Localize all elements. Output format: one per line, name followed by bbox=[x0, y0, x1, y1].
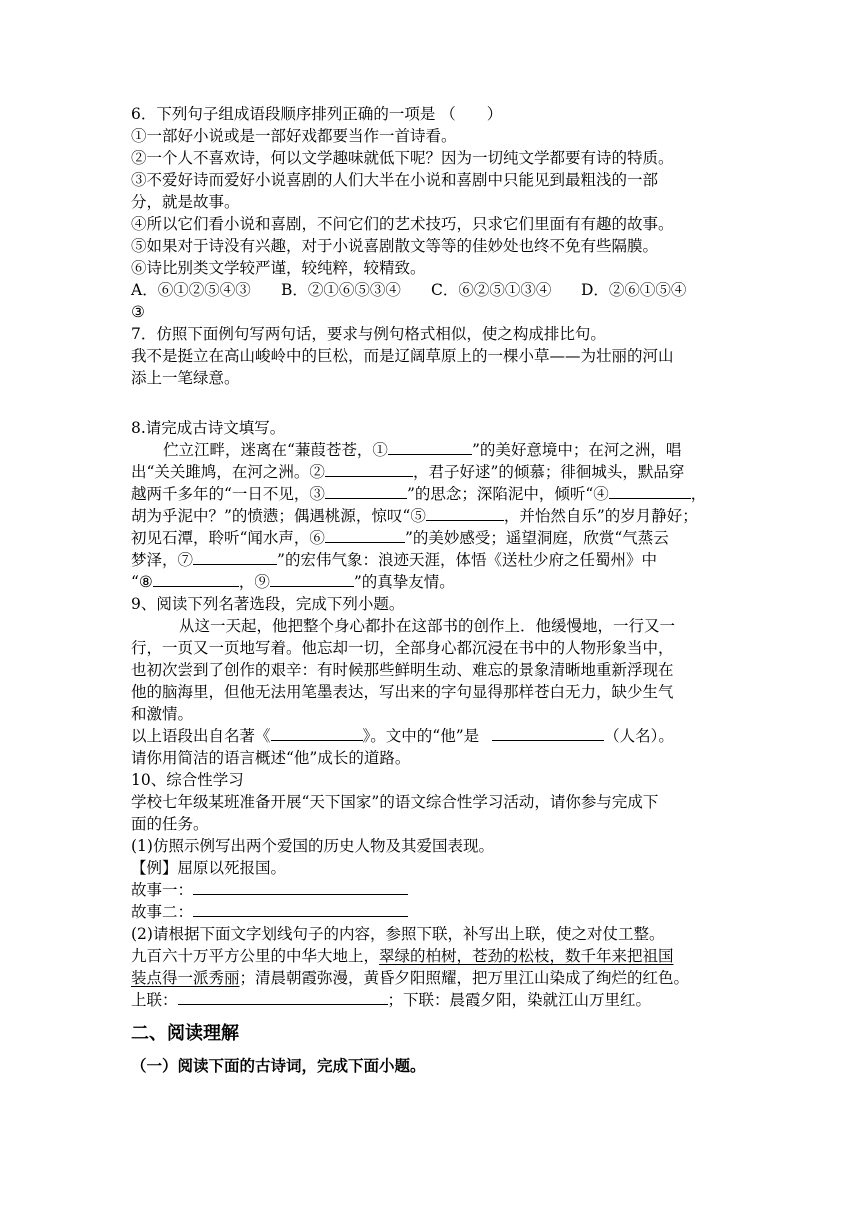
book-title-blank[interactable] bbox=[271, 725, 363, 741]
answer-blank-7[interactable] bbox=[193, 549, 277, 565]
q6-option-d-tail: ③ bbox=[131, 303, 145, 321]
q10-paragraph-b: 装点得一派秀丽；清晨朝霞弥漫，黄昏夕阳照耀，把万里江山染成了绚烂的红色。 bbox=[131, 969, 690, 987]
q6-sentence-4: ④所以它们看小说和喜剧，不问它们的艺术技巧，只求它们里面有有趣的故事。 bbox=[131, 215, 674, 233]
q6-stem: 6．下列句子组成语段顺序排列正确的一项是 （ ） bbox=[131, 105, 503, 123]
section-2-title: 二、阅读理解 bbox=[131, 1023, 239, 1044]
q10-story-2: 故事二： bbox=[131, 901, 731, 923]
document-content bbox=[131, 103, 731, 1081]
q6-sentence-3b: 分，就是故事。 bbox=[131, 193, 240, 211]
section-2-subtitle: （一）阅读下面的古诗词，完成下面小题。 bbox=[131, 1057, 426, 1075]
q6-option-c: C．⑥②⑤①③④ bbox=[431, 281, 552, 299]
q10-story-1: 故事一： bbox=[131, 879, 731, 901]
underlined-sentence-a: 翠绿的柏树，苍劲的松枝，数千年来把祖国 bbox=[379, 947, 674, 965]
q9-passage-4: 他的脑海里，但他无法用笔墨表达，写出来的字句显得那样苍白无力，缺少生气 bbox=[131, 683, 674, 701]
q8-line-1: 伫立江畔，迷离在“蒹葭苍苍，① ”的美好意境中；在河之洲，唱 bbox=[163, 441, 682, 459]
q6-sentence-1: ①一部好小说或是一部好戏都要当作一首诗看。 bbox=[131, 127, 457, 145]
q8-line-5: 初见石潭，聆听“闻水声，⑥ ”的美妙感受；遥望洞庭，欣赏“气蒸云 bbox=[131, 529, 669, 547]
q9-passage-3: 也初次尝到了创作的艰辛：有时候那些鲜明生动、难忘的景象清晰地重新浮现在 bbox=[131, 661, 674, 679]
q9-passage-2: 行，一页又一页地写着。他忘却一切，全部身心都沉浸在书中的人物形象当中， bbox=[131, 639, 674, 657]
q10-paragraph-a: 九百六十万平方公里的中华大地上，翠绿的柏树，苍劲的松枝，数千年来把祖国 bbox=[131, 947, 674, 965]
q6-sentence-3a: ③不爱好诗而爱好小说喜剧的人们大半在小说和喜剧中只能见到最粗浅的一部 bbox=[131, 171, 659, 189]
q6-options bbox=[131, 279, 731, 301]
q10-task-1: (1)仿照示例写出两个爱国的历史人物及其爱国表现。 bbox=[131, 837, 494, 855]
story-1-blank[interactable] bbox=[193, 880, 408, 895]
q6-sentence-6: ⑥诗比别类文学较严谨，较纯粹，较精致。 bbox=[131, 259, 426, 277]
q9-question-1: 以上语段出自名著《 》。文中的“他”是 （人名）。 bbox=[131, 727, 674, 745]
q8-line-6: 梦泽，⑦ ”的宏伟气象：浪迹天涯，体悟《送杜少府之任蜀州》中 bbox=[131, 551, 657, 569]
answer-blank-1[interactable] bbox=[388, 439, 472, 455]
person-name-blank[interactable] bbox=[492, 725, 604, 741]
q6-sentence-5: ⑤如果对于诗没有兴趣，对于小说喜剧散文等等的佳妙处也终不免有些隔膜。 bbox=[131, 237, 659, 255]
q7-example-b: 添上一笔绿意。 bbox=[131, 369, 240, 387]
q8-line-3: 越两千多年的“一日不见，③ ”的思念；深陷泥中，倾听“④ ， bbox=[131, 485, 707, 503]
upper-couplet-blank[interactable] bbox=[178, 989, 388, 1005]
answer-blank-5[interactable] bbox=[426, 505, 504, 521]
q6-option-a: A．⑥①②⑤④③ bbox=[131, 281, 251, 299]
q7-example-a: 我不是挺立在高山峻岭中的巨松，而是辽阔草原上的一棵小草——为壮丽的河山 bbox=[131, 347, 674, 365]
q9-passage-1: 从这一天起，他把整个身心都扑在这部书的创作上．他缓慢地，一行又一 bbox=[179, 617, 676, 635]
answer-blank-9[interactable] bbox=[270, 571, 354, 587]
q10-intro-b: 面的任务。 bbox=[131, 815, 209, 833]
q9-passage-5: 和激情。 bbox=[131, 705, 194, 723]
q8-line-2: 出“关关雎鸠，在河之洲。② ，君子好逑”的倾慕；徘徊城头，默品穿 bbox=[131, 463, 685, 481]
q6-option-b: B．②①⑥⑤③④ bbox=[281, 281, 401, 299]
q7-stem: 7．仿照下面例句写两句话，要求与例句格式相似，使之构成排比句。 bbox=[131, 325, 606, 343]
answer-blank-6[interactable] bbox=[325, 527, 405, 543]
q6-option-d: D．②⑥①⑤④ bbox=[581, 281, 687, 299]
q9-stem: 9、阅读下列名著选段，完成下列小题。 bbox=[131, 595, 405, 613]
answer-blank-8[interactable] bbox=[153, 571, 239, 587]
q8-line-4: 胡为乎泥中？”的愤懑；偶遇桃源，惊叹“⑤ ，并怡然自乐”的岁月静好； bbox=[131, 507, 698, 525]
story-2-blank[interactable] bbox=[193, 902, 408, 917]
underlined-sentence-b: 装点得一派秀丽 bbox=[131, 969, 240, 987]
q10-example: 【例】屈原以死报国。 bbox=[131, 859, 287, 877]
q10-couplet: 上联： ；下联：晨霞夕阳，染就江山万里红。 bbox=[131, 991, 652, 1009]
answer-blank-4[interactable] bbox=[609, 483, 691, 499]
answer-blank-2[interactable] bbox=[325, 461, 413, 477]
q10-task-2: (2)请根据下面文字划线句子的内容，参照下联，补写出上联，使之对仗工整。 bbox=[131, 925, 665, 943]
answer-blank-3[interactable] bbox=[325, 483, 407, 499]
q6-sentence-2: ②一个人不喜欢诗，何以文学趣味就低下呢？因为一切纯文学都要有诗的特质。 bbox=[131, 149, 674, 167]
q8-stem: 8.请完成古诗文填写。 bbox=[131, 419, 286, 437]
q9-question-2: 请你用简洁的语言概述“他”成长的道路。 bbox=[131, 749, 411, 767]
q10-intro-a: 学校七年级某班准备开展“天下国家”的语文综合性学习活动，请你参与完成下 bbox=[131, 793, 659, 811]
q8-line-7: “⑧ ，⑨ ”的真挚友情。 bbox=[131, 573, 455, 591]
q10-stem: 10、综合性学习 bbox=[131, 771, 244, 789]
